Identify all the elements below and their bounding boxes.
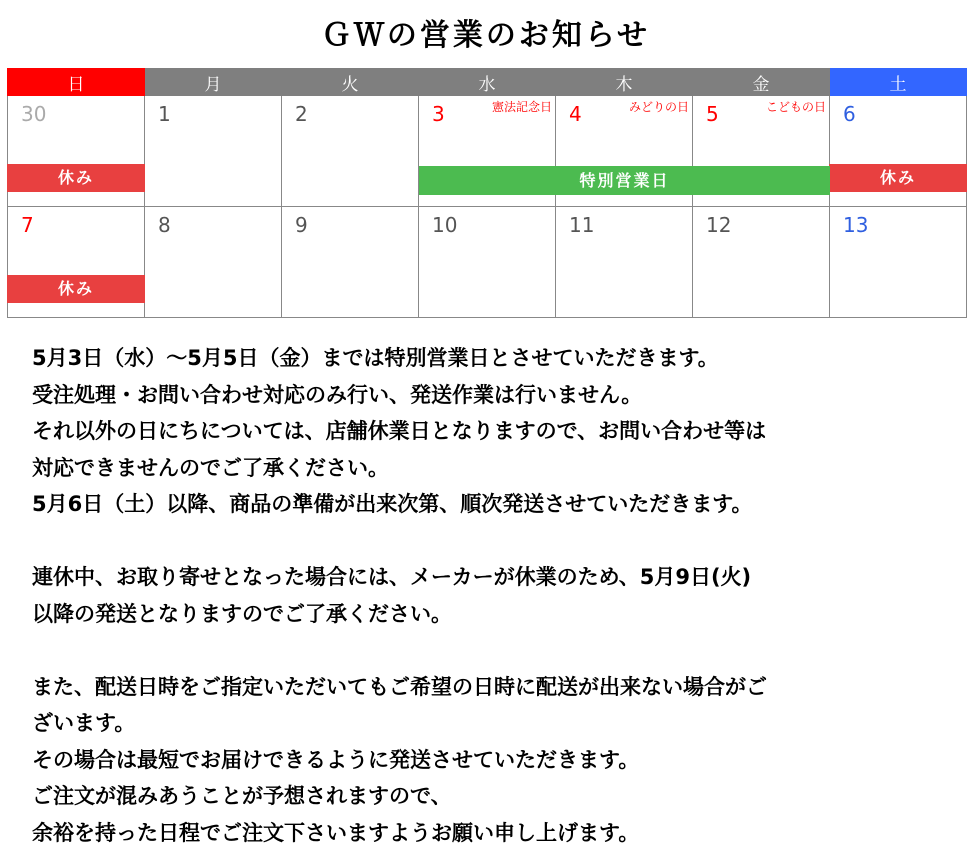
notice-line: それ以外の日にちについては、店舗休業日となりますので、お問い合わせ等は: [32, 419, 767, 443]
day-cell-12: [693, 207, 830, 318]
day-cell-9: [282, 207, 419, 318]
notice-line: また、配送日時をご指定いただいてもご希望の日時に配送が出来ない場合がご: [32, 674, 767, 699]
week-row-2: [8, 207, 967, 318]
day-number: 9: [295, 213, 308, 237]
holiday-label: みどりの日: [628, 100, 689, 114]
notice-spacer: [32, 632, 962, 669]
notice-line: 5月3日（水）～5月5日（金）までは特別営業日とさせていただきます。: [32, 346, 719, 370]
day-cell-6: [830, 96, 967, 207]
notice-line: ざいます。: [32, 711, 136, 735]
day-cell-11: [556, 207, 693, 318]
notice-line: 対応できませんのでご了承ください。: [32, 455, 389, 480]
notice-line: 受注処理・お問い合わせ対応のみ行い、発送作業は行いません。: [32, 382, 643, 407]
day-number: 5: [706, 102, 719, 126]
day-cell-2: [282, 96, 419, 207]
day-number: 2: [295, 102, 308, 126]
day-cell-30: [8, 96, 145, 207]
notice-line: その場合は最短でお届けできるように発送させていただきます。: [32, 747, 640, 772]
day-number: 8: [158, 213, 171, 237]
day-number: 4: [569, 102, 582, 126]
weekday-tue: 火: [282, 69, 419, 96]
day-cell-1: [145, 96, 282, 207]
day-cell-13: [830, 207, 967, 318]
notice-spacer: [32, 523, 962, 560]
day-number: 10: [432, 213, 458, 237]
holiday-label: 憲法記念日: [491, 100, 552, 114]
day-number: 30: [21, 102, 47, 126]
closed-band: 休み: [7, 164, 145, 192]
day-cell-7: [8, 207, 145, 318]
closed-band: 休み: [829, 164, 967, 192]
closed-band: 休み: [7, 275, 145, 303]
weekday-fri: 金: [693, 69, 830, 96]
notice-line: 連休中、お取り寄せとなった場合には、メーカーが休業のため、5月9日(火): [32, 565, 752, 589]
page-title: ＧＷの営業のお知らせ: [320, 18, 651, 53]
weekday-thu: 木: [556, 69, 693, 96]
weekday-mon: 月: [145, 69, 282, 96]
weekday-sat: 土: [830, 69, 967, 96]
day-number: 1: [158, 102, 171, 126]
day-number: 6: [843, 102, 856, 126]
day-cell-8: [145, 207, 282, 318]
day-number: 12: [706, 213, 732, 237]
holiday-label: こどもの日: [765, 100, 826, 114]
special-business-band: 特別営業日: [419, 166, 830, 195]
weekday-wed: 水: [419, 69, 556, 96]
day-number: 11: [569, 213, 595, 237]
notice-line: 以降の発送となりますのでご了承ください。: [32, 601, 452, 626]
notice-line: 余裕を持った日程でご注文下さいますようお願い申し上げます。: [32, 820, 640, 845]
day-number: 13: [843, 213, 869, 237]
notice-line: ご注文が混みあうことが予想されますので、: [32, 784, 452, 808]
day-number: 7: [21, 213, 34, 237]
day-number: 3: [432, 102, 445, 126]
weekday-header-row: [8, 69, 967, 96]
weekday-sun: 日: [8, 69, 145, 96]
notice-line: 5月6日（土）以降、商品の準備が出来次第、順次発送させていただきます。: [32, 492, 753, 516]
notice-text: [32, 340, 962, 851]
day-cell-10: [419, 207, 556, 318]
